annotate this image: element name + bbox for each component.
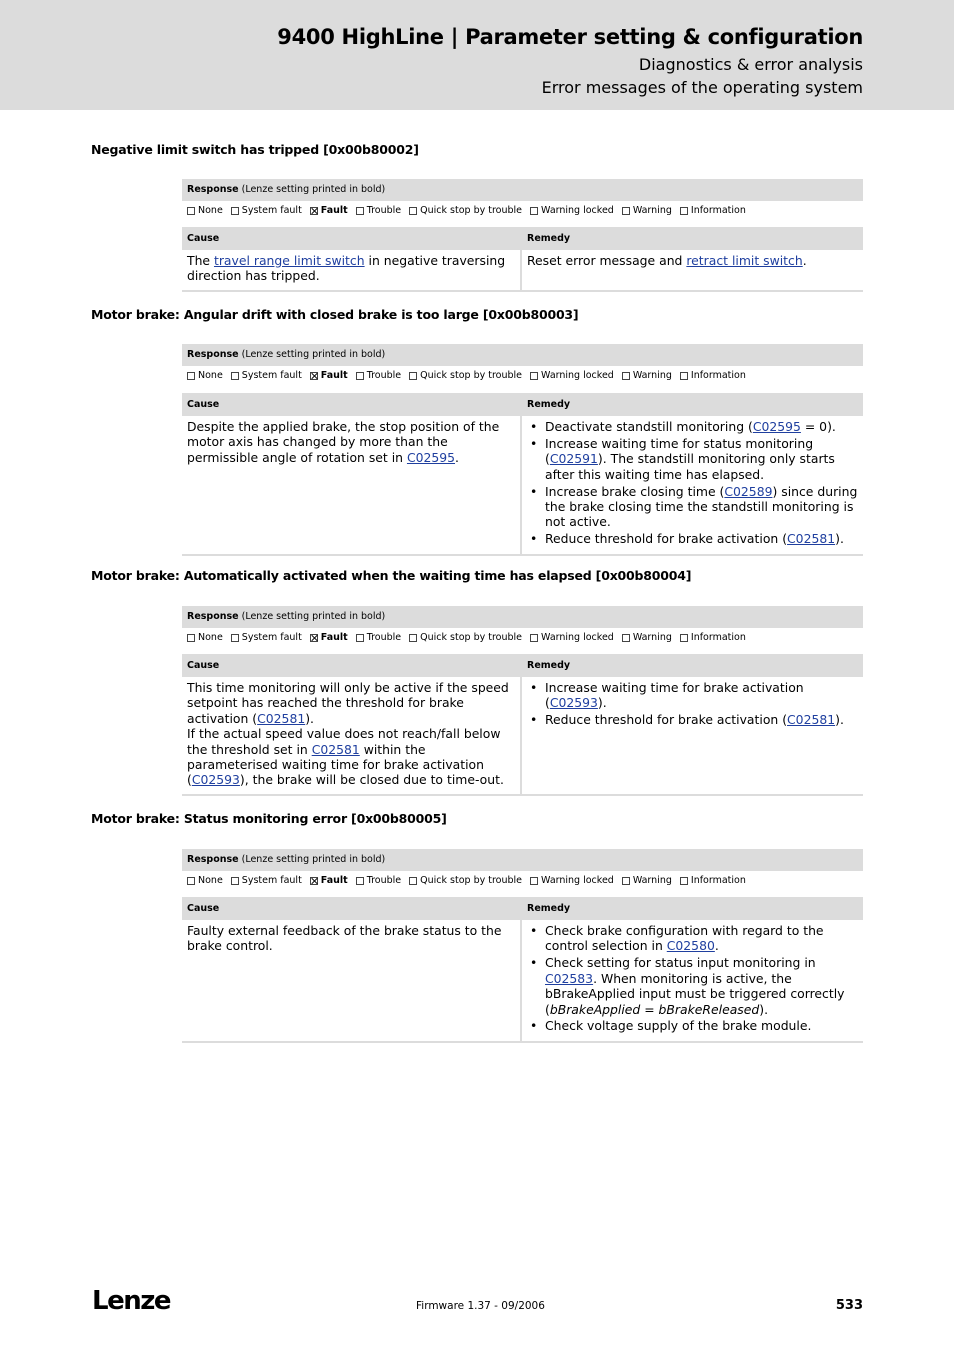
response-option	[356, 628, 401, 648]
text-run: within the parameterised waiting time for brake activation (	[187, 741, 484, 788]
text-run: Check brake configuration with regard to the control selection in	[545, 923, 824, 954]
empty-box-icon	[187, 634, 195, 642]
response-option	[680, 201, 746, 221]
empty-box-icon	[231, 634, 239, 642]
table-header	[182, 393, 863, 416]
text-run: in negative traversing direction has tripped.	[187, 253, 506, 284]
response-option	[409, 201, 522, 221]
chapter-title: Diagnostics & error analysis	[638, 55, 863, 74]
remedy-item	[527, 436, 859, 482]
remedy-cell	[522, 250, 863, 290]
text-run: Check setting for status input monitoring in	[545, 955, 816, 971]
remedy-item	[527, 1018, 859, 1033]
cause-cell	[182, 416, 522, 554]
text-run: Increase waiting time for brake activation (	[545, 680, 804, 711]
option-label: Trouble	[366, 205, 402, 216]
response-option	[530, 628, 614, 648]
response-option	[310, 201, 348, 221]
text-run: Reduce threshold for brake activation (	[545, 531, 788, 547]
cause-cell	[182, 920, 522, 1041]
response-note: (Lenze setting printed in bold)	[238, 854, 386, 865]
option-label: Warning locked	[541, 875, 614, 886]
empty-box-icon	[231, 877, 239, 885]
remedy-item	[527, 484, 859, 530]
empty-box-icon	[187, 207, 195, 215]
section-title: Error messages of the operating system	[541, 78, 863, 97]
option-label: Warning locked	[541, 370, 614, 381]
option-label: Fault	[320, 875, 348, 886]
text-run: If the actual speed value does not reach/fall below the threshold set in	[187, 726, 501, 757]
text-run: ).	[835, 712, 844, 728]
remedy-header: Remedy	[527, 660, 571, 671]
parameter-link[interactable]: C02580	[666, 938, 715, 954]
response-options	[182, 366, 863, 386]
option-label: Warning	[632, 205, 672, 216]
empty-box-icon	[622, 877, 630, 885]
empty-box-icon	[530, 372, 538, 380]
empty-box-icon	[680, 634, 688, 642]
remedy-list	[527, 923, 859, 1034]
empty-box-icon	[622, 634, 630, 642]
response-header	[182, 179, 863, 201]
text-run: .	[802, 253, 807, 268]
text-run: ), the brake will be closed due to time-out.	[239, 772, 504, 788]
empty-box-icon	[187, 877, 195, 885]
option-label: None	[198, 205, 223, 216]
text-run: ) since during the brake closing time the standstill monitoring is not active.	[545, 483, 858, 530]
response-option	[231, 366, 302, 386]
option-label: System fault	[241, 205, 302, 216]
response-option	[310, 871, 348, 891]
option-label: Quick stop by trouble	[420, 632, 523, 643]
response-option	[409, 366, 522, 386]
text-run: The	[187, 253, 214, 268]
option-label: Fault	[320, 370, 348, 381]
response-option	[530, 201, 614, 221]
error-heading: Motor brake: Status monitoring error [0x00b80005]	[91, 811, 447, 826]
empty-box-icon	[231, 372, 239, 380]
response-option	[187, 366, 223, 386]
response-option	[530, 871, 614, 891]
cause-remedy-table	[182, 227, 863, 292]
response-option	[187, 628, 223, 648]
response-block	[182, 849, 863, 1034]
remedy-item	[527, 419, 859, 434]
empty-box-icon	[409, 877, 417, 885]
response-option	[622, 366, 672, 386]
empty-box-icon	[356, 877, 364, 885]
response-option	[356, 871, 401, 891]
response-block	[182, 606, 863, 788]
table-row	[182, 920, 863, 1041]
table-header	[182, 897, 863, 920]
error-heading: Negative limit switch has tripped [0x00b80002]	[91, 142, 419, 157]
empty-box-icon	[530, 634, 538, 642]
table-row	[182, 677, 863, 794]
response-option	[310, 628, 348, 648]
text-run: ).	[597, 695, 607, 711]
response-label: Response	[187, 611, 239, 622]
option-label: Warning locked	[541, 205, 614, 216]
option-label: None	[198, 875, 223, 886]
empty-box-icon	[187, 372, 195, 380]
option-label: Fault	[320, 205, 348, 216]
page-number: 533	[835, 1298, 863, 1313]
empty-box-icon	[409, 207, 417, 215]
text-run: Increase brake closing time (	[545, 483, 725, 499]
empty-box-icon	[622, 207, 630, 215]
page-header	[0, 0, 954, 110]
parameter-link[interactable]: retract limit switch	[686, 253, 803, 268]
cause-remedy-table	[182, 654, 863, 796]
response-option	[231, 628, 302, 648]
response-option	[622, 628, 672, 648]
remedy-cell	[522, 677, 863, 794]
empty-box-icon	[356, 372, 364, 380]
response-note: (Lenze setting printed in bold)	[238, 611, 386, 622]
table-header	[182, 654, 863, 677]
option-label: System fault	[241, 370, 302, 381]
remedy-header: Remedy	[527, 903, 571, 914]
text-run: Check voltage supply of the brake module.	[545, 1018, 812, 1034]
option-label: Warning locked	[541, 632, 614, 643]
text-run: This time monitoring will only be active if the speed setpoint has reached the threshold for brake activation (	[187, 680, 509, 726]
parameter-link[interactable]: C02581	[787, 712, 836, 728]
option-label: Quick stop by trouble	[420, 205, 523, 216]
response-header	[182, 344, 863, 366]
text-run: ).	[305, 710, 314, 726]
option-label: Warning	[632, 370, 672, 381]
option-label: System fault	[241, 875, 302, 886]
empty-box-icon	[680, 372, 688, 380]
remedy-header: Remedy	[527, 399, 571, 410]
parameter-link[interactable]: C02591	[549, 451, 598, 467]
error-heading: Motor brake: Automatically activated when the waiting time has elapsed [0x00b80004]	[91, 568, 692, 583]
parameter-link[interactable]: C02583	[545, 970, 594, 986]
option-label: Trouble	[366, 875, 402, 886]
remedy-item	[527, 923, 859, 954]
remedy-item	[527, 712, 859, 727]
option-label: None	[198, 370, 223, 381]
option-label: None	[198, 632, 223, 643]
response-option	[310, 366, 348, 386]
response-option	[680, 366, 746, 386]
cause-remedy-table	[182, 393, 863, 556]
response-option	[622, 201, 672, 221]
cause-header: Cause	[187, 233, 220, 244]
error-heading: Motor brake: Angular drift with closed brake is too large [0x00b80003]	[91, 307, 579, 322]
response-label: Response	[187, 854, 239, 865]
option-label: Warning	[632, 632, 672, 643]
empty-box-icon	[356, 634, 364, 642]
response-block	[182, 179, 863, 284]
text-run: Reduce threshold for brake activation (	[545, 712, 788, 728]
empty-box-icon	[231, 207, 239, 215]
checked-box-icon	[310, 372, 318, 380]
table-header	[182, 227, 863, 250]
response-option	[680, 628, 746, 648]
text-run: ). The standstill monitoring only starts after this waiting time has elapsed.	[545, 451, 835, 482]
empty-box-icon	[356, 207, 364, 215]
parameter-link[interactable]: C02589	[724, 483, 773, 499]
remedy-list	[527, 419, 859, 547]
parameter-link[interactable]: C02581	[311, 741, 360, 757]
option-label: Trouble	[366, 632, 402, 643]
response-note: (Lenze setting printed in bold)	[238, 349, 386, 360]
text-run: Faulty external feedback of the brake status to the brake control.	[187, 923, 502, 954]
text-run: . When monitoring is active, the bBrakeApplied input must be triggered correctly (	[545, 970, 845, 1017]
text-run: Increase waiting time for status monitoring (	[545, 435, 814, 467]
lenze-logo: Lenze	[92, 1286, 170, 1316]
option-label: Information	[690, 205, 746, 216]
parameter-link[interactable]: travel range limit switch	[213, 253, 365, 268]
text-run: .	[714, 938, 719, 954]
parameter-link[interactable]: C02593	[191, 772, 240, 788]
cause-header: Cause	[187, 399, 220, 410]
response-option	[409, 628, 522, 648]
empty-box-icon	[409, 372, 417, 380]
response-label: Response	[187, 349, 239, 360]
firmware-label: Firmware 1.37 - 09/2006	[416, 1300, 545, 1312]
response-option	[409, 871, 522, 891]
cause-cell	[182, 250, 522, 290]
empty-box-icon	[680, 207, 688, 215]
text-run: Reset error message and	[527, 253, 687, 268]
response-option	[187, 871, 223, 891]
remedy-item	[527, 680, 859, 711]
cause-header: Cause	[187, 660, 220, 671]
text-run: ).	[835, 531, 844, 547]
table-row	[182, 416, 863, 554]
text-run: ).	[759, 1001, 769, 1017]
option-label: Information	[690, 370, 746, 381]
parameter-link[interactable]: C02581	[787, 531, 836, 547]
option-label: Information	[690, 632, 746, 643]
empty-box-icon	[680, 877, 688, 885]
cause-cell	[182, 677, 522, 794]
response-option	[356, 201, 401, 221]
parameter-link[interactable]: C02581	[257, 710, 306, 726]
document-title: 9400 HighLine | Parameter setting & configuration	[277, 25, 863, 49]
cause-remedy-table	[182, 897, 863, 1043]
checked-box-icon	[310, 877, 318, 885]
checked-box-icon	[310, 634, 318, 642]
text-run: Deactivate standstill monitoring (	[545, 419, 753, 434]
empty-box-icon	[530, 877, 538, 885]
parameter-link[interactable]: C02595	[752, 419, 801, 434]
response-option	[231, 871, 302, 891]
option-label: Information	[690, 875, 746, 886]
cause-header: Cause	[187, 903, 220, 914]
response-header	[182, 606, 863, 628]
remedy-item	[527, 531, 859, 546]
empty-box-icon	[530, 207, 538, 215]
response-option	[530, 366, 614, 386]
remedy-item	[527, 955, 859, 1017]
response-options	[182, 628, 863, 648]
checked-box-icon	[310, 207, 318, 215]
remedy-list	[527, 680, 859, 728]
table-row	[182, 250, 863, 290]
variable-name: bBrakeApplied	[549, 1001, 641, 1017]
text-run: =	[640, 1001, 659, 1017]
response-option	[622, 871, 672, 891]
response-option	[231, 201, 302, 221]
remedy-cell	[522, 416, 863, 554]
response-label: Response	[187, 184, 239, 195]
option-label: Quick stop by trouble	[420, 370, 523, 381]
option-label: System fault	[241, 632, 302, 643]
empty-box-icon	[622, 372, 630, 380]
text-run: = 0).	[800, 419, 836, 434]
response-header	[182, 849, 863, 871]
option-label: Warning	[632, 875, 672, 886]
empty-box-icon	[409, 634, 417, 642]
text-run: Despite the applied brake, the stop position of the motor axis has changed by more than the permissible angle of rotation set in	[187, 419, 500, 465]
parameter-link[interactable]: C02595	[406, 449, 456, 465]
option-label: Quick stop by trouble	[420, 875, 523, 886]
response-note: (Lenze setting printed in bold)	[238, 184, 386, 195]
response-option	[187, 201, 223, 221]
option-label: Fault	[320, 632, 348, 643]
variable-name: bBrakeReleased	[658, 1001, 760, 1017]
parameter-link[interactable]: C02593	[549, 695, 598, 711]
response-block	[182, 344, 863, 547]
response-options	[182, 871, 863, 891]
remedy-cell	[522, 920, 863, 1041]
option-label: Trouble	[366, 370, 402, 381]
response-option	[680, 871, 746, 891]
response-option	[356, 366, 401, 386]
response-options	[182, 201, 863, 221]
text-run: .	[455, 449, 459, 465]
remedy-header: Remedy	[527, 233, 571, 244]
